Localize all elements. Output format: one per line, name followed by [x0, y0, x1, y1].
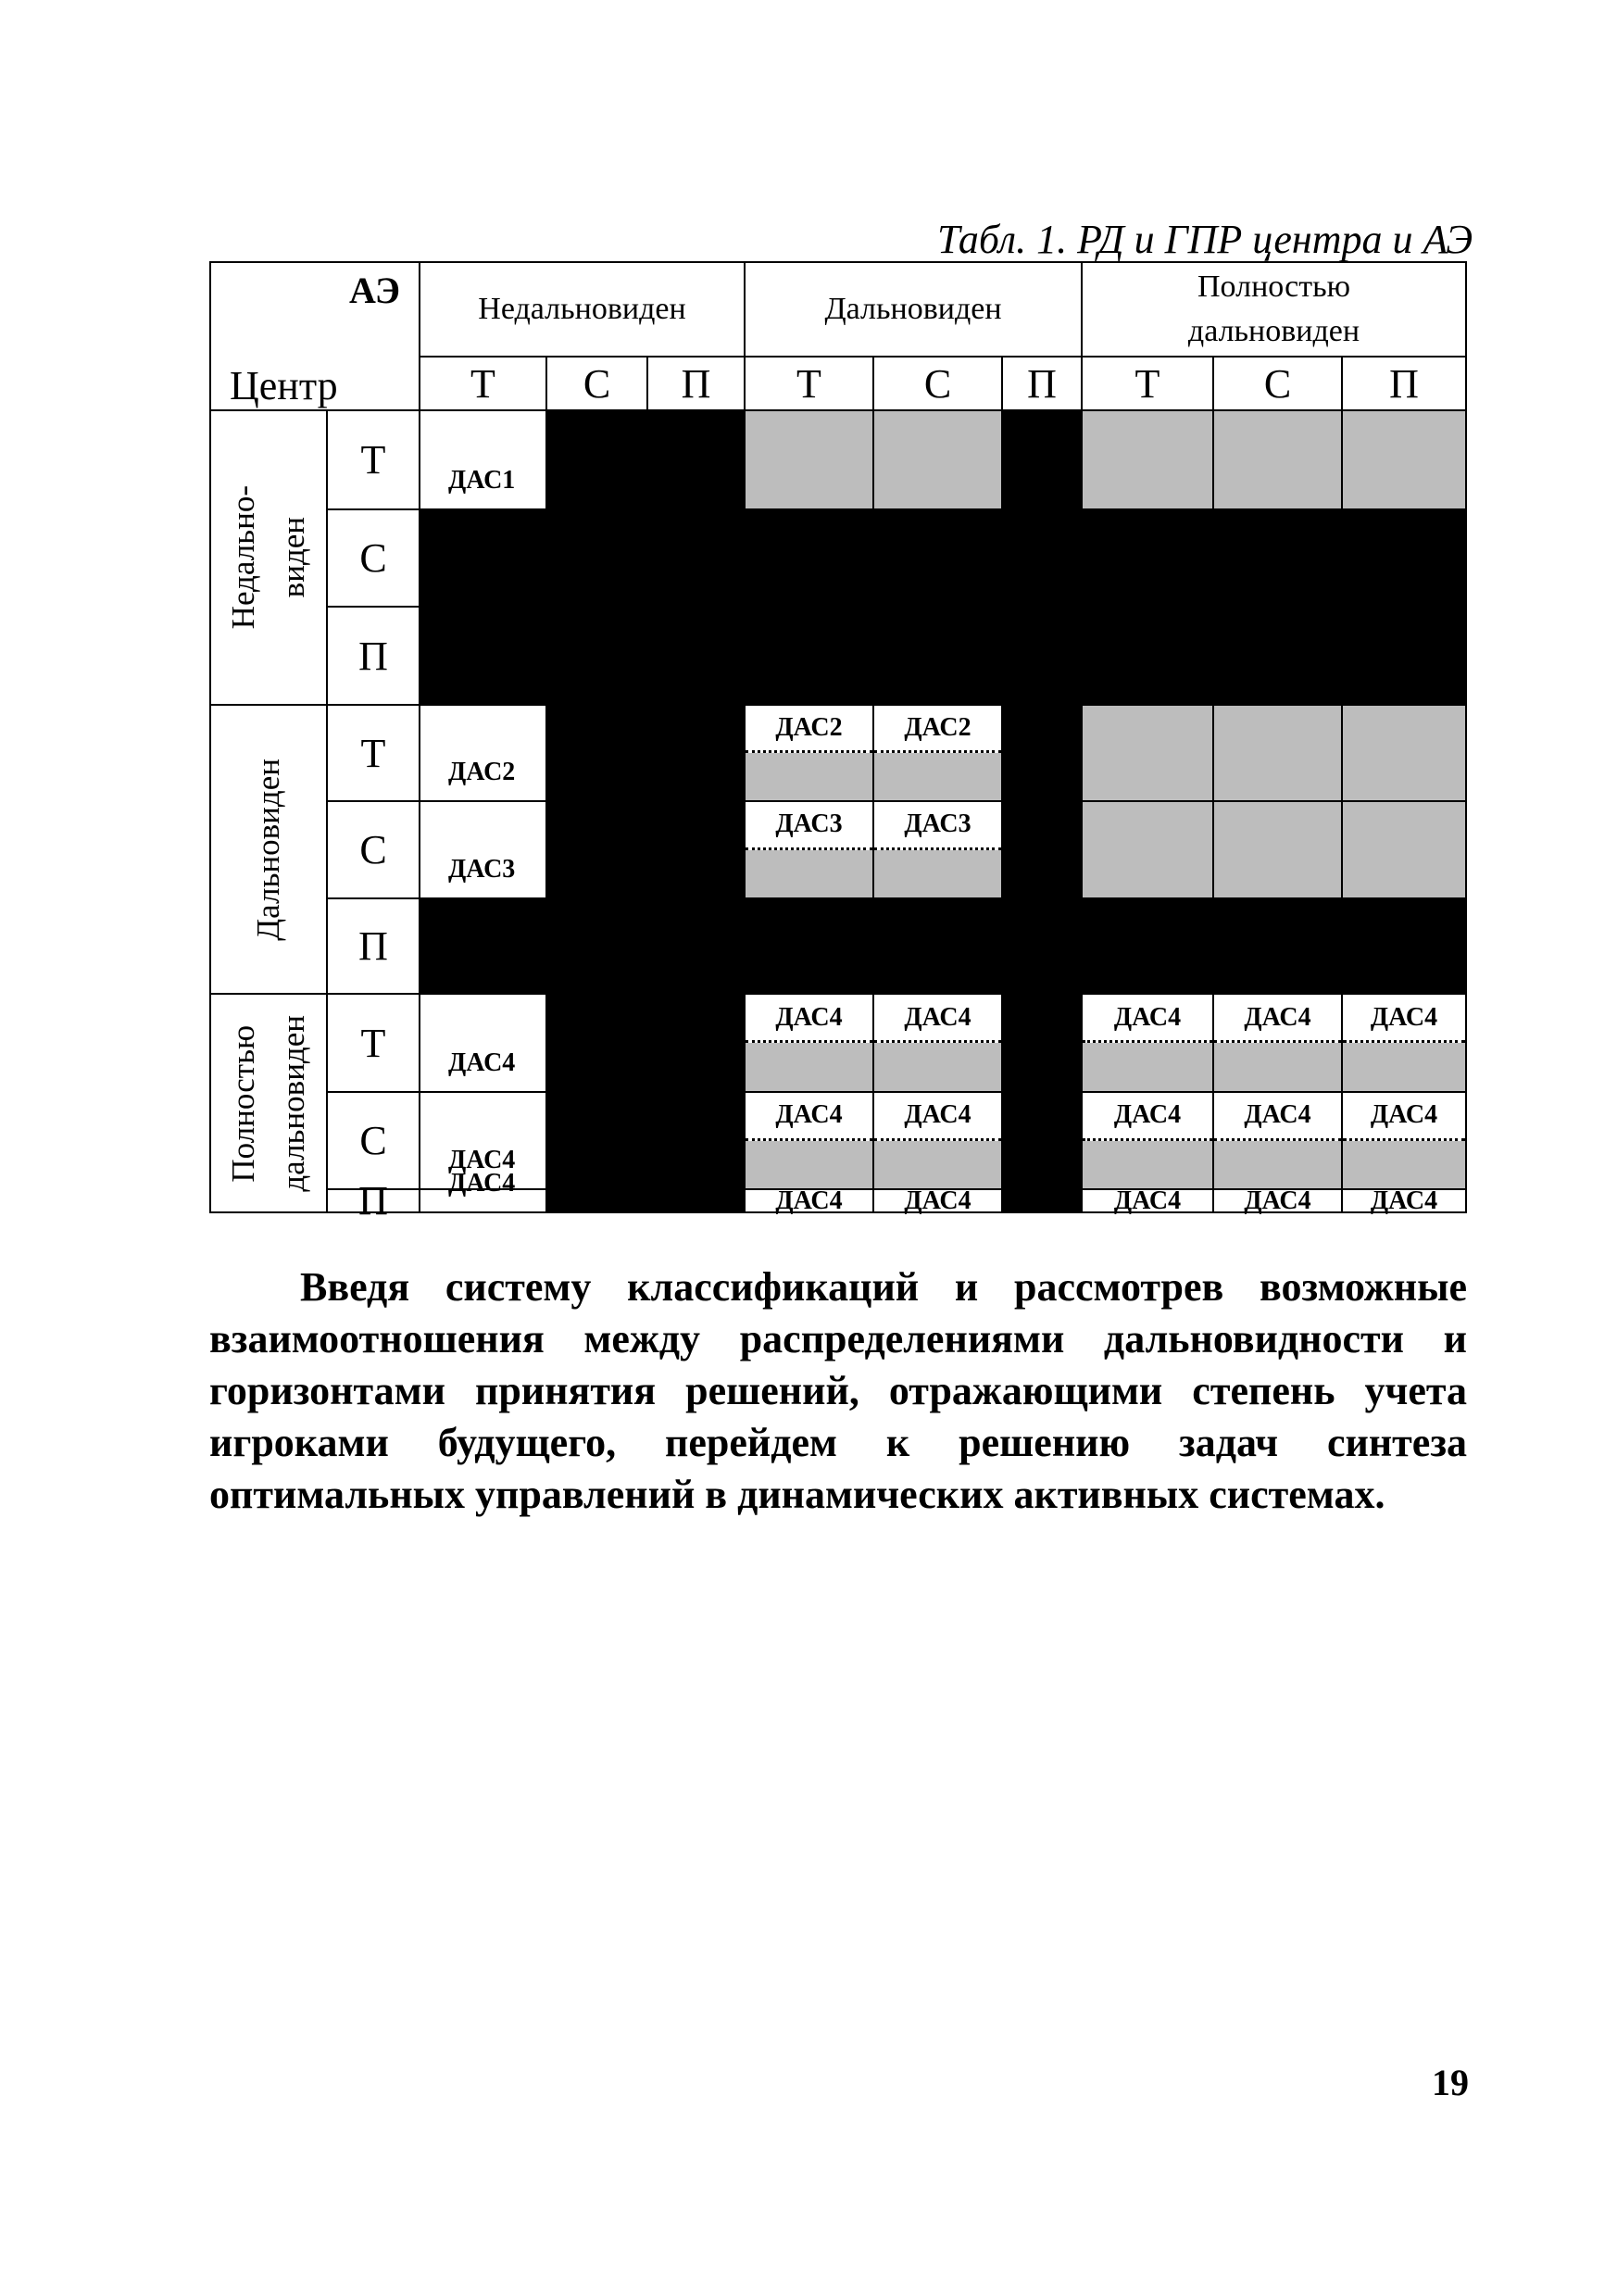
cell-white-area [1214, 1186, 1341, 1215]
blocked-cell [646, 993, 744, 1091]
das-label: ДАС4 [1244, 1186, 1311, 1215]
sub-row-label: Т [326, 993, 419, 1091]
sub-col-header: П [1341, 356, 1467, 409]
blocked-cell [872, 606, 1001, 704]
sub-col-header: П [1001, 356, 1081, 409]
blocked-cell [1081, 897, 1212, 993]
table-cell [872, 409, 1001, 508]
blocked-cell [1212, 897, 1341, 993]
cell-white-top [746, 802, 872, 850]
blocked-cell [419, 897, 545, 993]
table-cell [1081, 993, 1212, 1091]
sub-col-header: Т [1081, 356, 1212, 409]
das-label: ДАС4 [1244, 1002, 1311, 1032]
row-group-text [219, 1015, 319, 1192]
table-cell [1341, 1091, 1467, 1188]
sub-row-label: С [326, 800, 419, 897]
corner-ae-label: АЭ [348, 270, 400, 311]
sub-row-label: С [326, 1091, 419, 1188]
table-cell [1212, 409, 1341, 508]
table-cell [744, 704, 872, 800]
table-cell [1341, 409, 1467, 508]
blocked-cell [545, 508, 646, 606]
table-cell [1081, 409, 1212, 508]
table-caption: Табл. 1. РД и ГПР центра и АЭ [936, 217, 1473, 262]
table-cell [872, 1091, 1001, 1188]
das-label: ДАС2 [904, 713, 971, 742]
das-label: ДАС4 [1113, 1002, 1182, 1032]
table-cell [1212, 1188, 1341, 1213]
blocked-cell [545, 704, 646, 800]
blocked-cell [872, 897, 1001, 993]
sub-col-header: Т [744, 356, 872, 409]
table-cell [1081, 1188, 1212, 1213]
das-label: ДАС4 [448, 1048, 516, 1077]
blocked-cell [545, 606, 646, 704]
das-label: ДАС4 [775, 1186, 843, 1215]
row-group-label [209, 993, 326, 1213]
table-cell [419, 1169, 545, 1213]
cell-white-area [746, 1186, 872, 1215]
page-number: 19 [1432, 2062, 1469, 2103]
blocked-cell [646, 897, 744, 993]
blocked-cell [545, 897, 646, 993]
cell-white-top [1083, 995, 1212, 1043]
blocked-cell [1341, 897, 1467, 993]
cell-white-top [746, 1093, 872, 1141]
das-label: ДАС4 [1370, 1100, 1438, 1130]
table-cell [1081, 1091, 1212, 1188]
das-label: ДАС4 [1370, 1186, 1438, 1215]
blocked-cell [1001, 993, 1081, 1091]
sub-col-header: С [1212, 356, 1341, 409]
blocked-cell [1001, 704, 1081, 800]
blocked-cell [646, 1091, 744, 1188]
table-cell [744, 993, 872, 1091]
blocked-cell [419, 606, 545, 704]
col-group-dalnoviden: Дальновиден [744, 261, 1081, 356]
cell-white-area [420, 995, 545, 1091]
das-label: ДАС3 [904, 809, 971, 839]
cell-white-top [746, 995, 872, 1043]
blocked-cell [646, 508, 744, 606]
das-label: ДАС3 [448, 855, 516, 884]
table-cell [744, 409, 872, 508]
body-paragraph: Введя систему классификаций и рассмотрев возможные взаимоотношения между распределениями дальновидности и горизонтами принятия решений, отражающими степень учета игроками будущего, перейдем к решению задач синтеза оптимальных управлений в динамических активных системах. [209, 1264, 1467, 1517]
cell-white-area [420, 411, 545, 508]
das-label: ДАС4 [1244, 1100, 1311, 1130]
table-cell [419, 409, 545, 508]
table-cell [744, 800, 872, 897]
blocked-cell [744, 606, 872, 704]
cell-white-top [874, 1093, 1001, 1141]
blocked-cell [1081, 508, 1212, 606]
table-cell [1341, 704, 1467, 800]
row-group-line: Дальновиден [250, 758, 286, 941]
table-cell [872, 704, 1001, 800]
blocked-cell [1341, 508, 1467, 606]
table-cell [1341, 1188, 1467, 1213]
table-cell [419, 800, 545, 897]
sub-col-header: П [646, 356, 744, 409]
sub-row-label: П [326, 606, 419, 704]
das-label: ДАС4 [448, 1146, 516, 1174]
blocked-cell [1212, 508, 1341, 606]
blocked-cell [1001, 1188, 1081, 1213]
sub-col-header: Т [419, 356, 545, 409]
table-cell [419, 993, 545, 1091]
das-label: ДАС4 [1370, 1002, 1438, 1032]
corner-center-label: Центр [230, 363, 338, 408]
das-label: ДАС4 [775, 1100, 843, 1130]
row-group-line: виден [275, 517, 311, 598]
table-cell [1081, 800, 1212, 897]
blocked-cell [646, 704, 744, 800]
das-label: ДАС4 [1113, 1186, 1182, 1215]
das-label: ДАС4 [904, 1002, 971, 1032]
row-group-text [244, 759, 294, 941]
table-cell [744, 1091, 872, 1188]
blocked-cell [1001, 1091, 1081, 1188]
table-cell [1212, 800, 1341, 897]
cell-white-area [420, 1169, 545, 1211]
blocked-cell [646, 800, 744, 897]
blocked-cell [1001, 508, 1081, 606]
blocked-cell [545, 1091, 646, 1188]
blocked-cell [545, 993, 646, 1091]
row-group-line: Недально- [225, 485, 261, 630]
blocked-cell [545, 800, 646, 897]
cell-white-area [874, 1186, 1001, 1215]
sub-row-label: С [326, 508, 419, 606]
sub-col-header: С [545, 356, 646, 409]
sub-col-header: С [872, 356, 1001, 409]
blocked-cell [744, 508, 872, 606]
das-label: ДАС4 [775, 1002, 843, 1032]
cell-white-top [1343, 995, 1465, 1043]
cell-white-top [1083, 1093, 1212, 1141]
blocked-cell [1001, 897, 1081, 993]
table-cell [419, 704, 545, 800]
das-label: ДАС4 [904, 1100, 971, 1130]
table-cell [744, 1188, 872, 1213]
blocked-cell [545, 409, 646, 508]
blocked-cell [1001, 409, 1081, 508]
cell-white-area [420, 802, 545, 897]
sub-row-label: П [326, 1188, 419, 1213]
das-label: ДАС1 [448, 466, 516, 495]
blocked-cell [646, 409, 744, 508]
row-group-text [219, 485, 319, 629]
classification-table [209, 261, 1467, 1223]
table-cell [1212, 993, 1341, 1091]
blocked-cell [1001, 800, 1081, 897]
cell-white-top [1343, 1093, 1465, 1141]
blocked-cell [744, 897, 872, 993]
cell-white-top [1214, 1093, 1341, 1141]
sub-row-label: Т [326, 409, 419, 508]
das-label: ДАС3 [775, 809, 843, 839]
blocked-cell [872, 508, 1001, 606]
blocked-cell [1001, 606, 1081, 704]
blocked-cell [545, 1188, 646, 1213]
table-cell [1081, 704, 1212, 800]
row-group-line: Полностью [225, 1024, 261, 1182]
das-label: ДАС4 [448, 1169, 516, 1198]
table-cell [1212, 704, 1341, 800]
col-group-polnostyu: Полностью дальновиден [1081, 261, 1467, 356]
table-cell [872, 800, 1001, 897]
das-label: ДАС2 [448, 758, 516, 786]
cell-white-area [420, 706, 545, 800]
table-cell [872, 1188, 1001, 1213]
table-cell [1341, 993, 1467, 1091]
cell-white-top [1214, 995, 1341, 1043]
table-cell [872, 993, 1001, 1091]
cell-white-area [1083, 1186, 1212, 1215]
row-group-label [209, 409, 326, 704]
table-cell [1341, 800, 1467, 897]
blocked-cell [1212, 606, 1341, 704]
cell-white-top [746, 706, 872, 753]
cell-white-top [874, 802, 1001, 850]
cell-white-area [1343, 1186, 1465, 1215]
row-group-line: дальновиден [275, 1014, 311, 1192]
blocked-cell [1081, 606, 1212, 704]
cell-white-top [874, 706, 1001, 753]
das-label: ДАС4 [1113, 1100, 1182, 1130]
sub-row-label: П [326, 897, 419, 993]
table-cell [1212, 1091, 1341, 1188]
table-corner [209, 261, 419, 409]
blocked-cell [646, 606, 744, 704]
das-label: ДАС2 [775, 713, 843, 742]
blocked-cell [1341, 606, 1467, 704]
das-label: ДАС4 [904, 1186, 971, 1215]
blocked-cell [419, 508, 545, 606]
sub-row-label: Т [326, 704, 419, 800]
cell-white-top [874, 995, 1001, 1043]
row-group-label [209, 704, 326, 993]
blocked-cell [646, 1188, 744, 1213]
col-group-nedalnoviden: Недальновиден [419, 261, 744, 356]
